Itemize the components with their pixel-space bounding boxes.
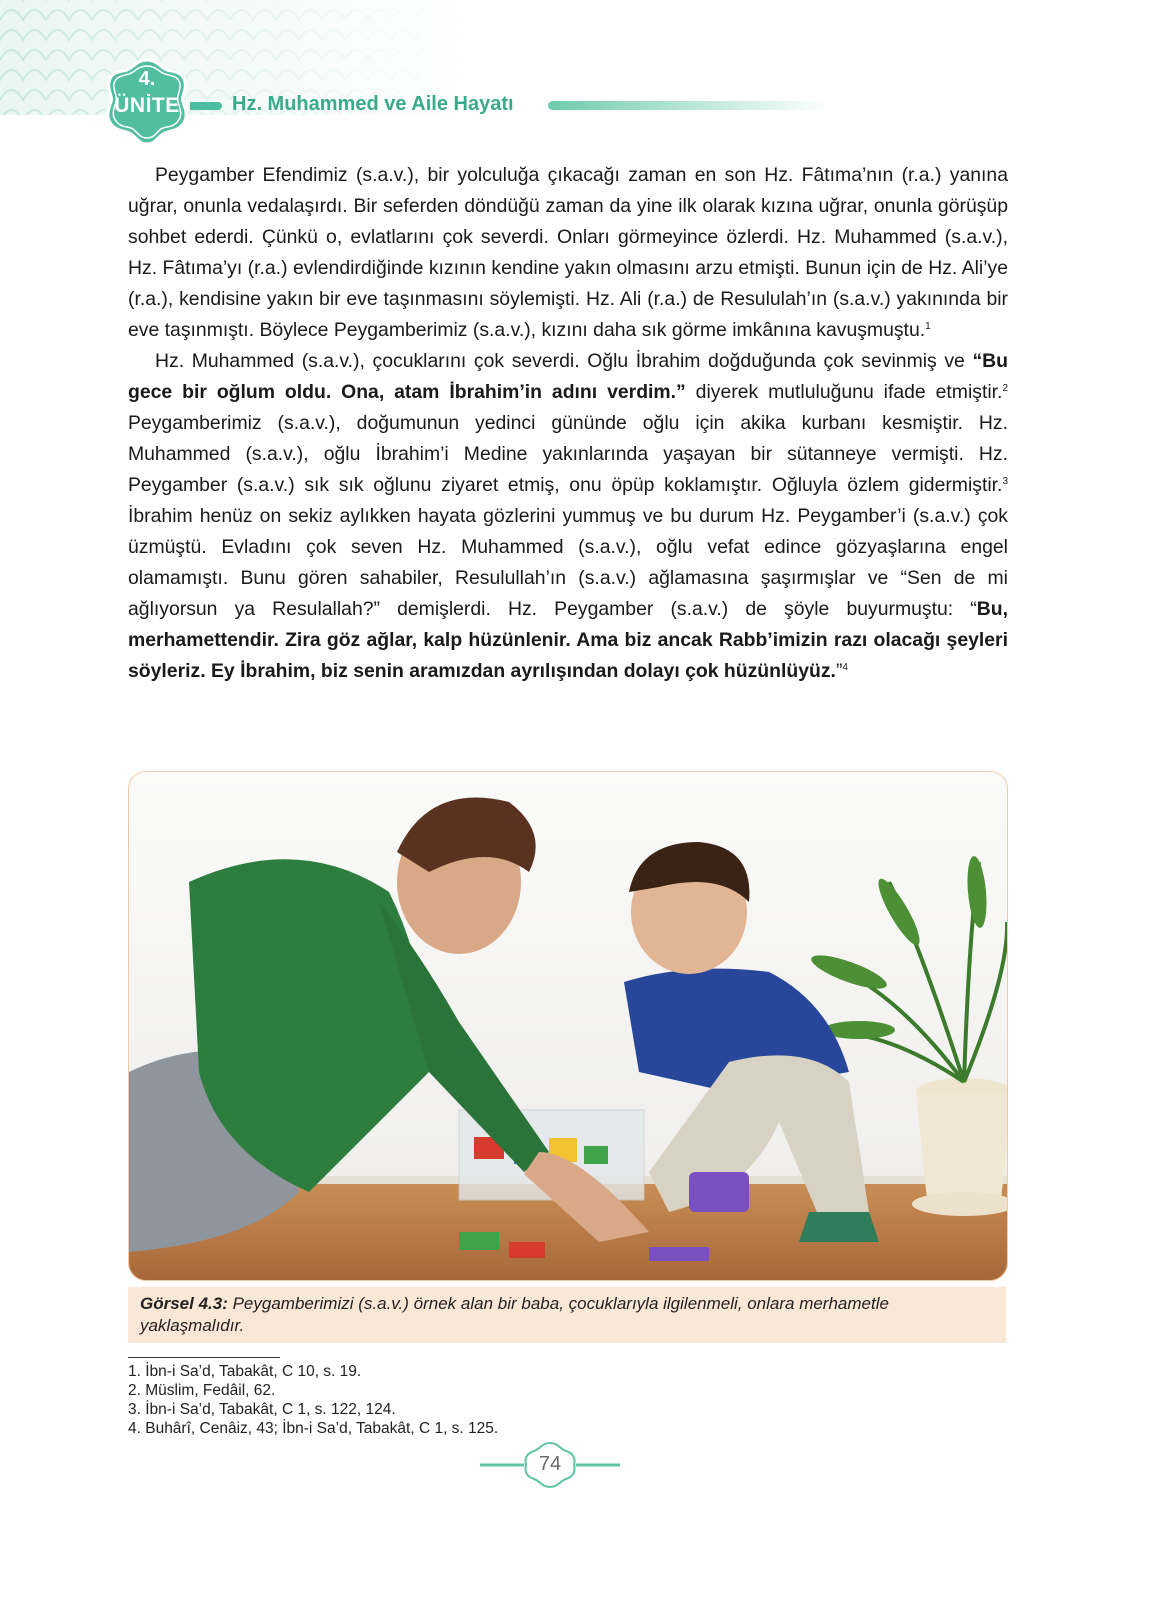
quote-1: “Bu gece bir oğlum oldu. Ona, atam İbrahim’in adını verdim.” xyxy=(128,350,1008,403)
page-number-badge xyxy=(480,1440,620,1488)
footnote-1: 1. İbn-i Sa’d, Tabakât, C 10, s. 19. xyxy=(128,1363,362,1380)
page-number: 74 xyxy=(538,1453,562,1475)
footnote-3: 3. İbn-i Sa’d, Tabakât, C 1, s. 122, 124. xyxy=(128,1401,396,1418)
caption-text: Peygamberimizi (s.a.v.) örnek alan bir baba, çocuklarıyla ilgilenmeli, onlara merhametle yaklaşmalıdır. xyxy=(140,1294,889,1335)
father-son-playing-image xyxy=(129,772,1007,1280)
footnote-ref-2: 2 xyxy=(1002,383,1008,394)
caption-label: Görsel 4.3: xyxy=(140,1294,228,1313)
footnotes xyxy=(128,1362,498,1438)
quote-2: Bu, merhamettendir. Zira göz ağlar, kalp hüzünlenir. Ama biz ancak Rabb’imizin razı olacağı şeyleri söyleriz. Ey İbrahim, biz senin aramızdan ayrılışından dolayı çok hüzünlüyüz. xyxy=(128,598,1008,682)
chapter-title: Hz. Muhammed ve Aile Hayatı xyxy=(232,93,514,115)
paragraph-1 xyxy=(128,160,1008,346)
figure-photo xyxy=(128,771,1008,1281)
paragraph-2-text-4: İbrahim henüz on sekiz aylıkken hayata gözlerini yummuş ve bu durum Hz. Peygamber’i (s.a.v.) çok üzmüştü. Evladını çok seven Hz. Muhammed (s.a.v.), oğlu vefat edince gözyaşlarına engel olamamıştı. Bunu gören sahabiler, Resulullah’ın (s.a.v.) ağlamasına şaşırmışlar ve “Sen de mi ağlıyorsun ya Resulallah?” demişlerdi. Hz. Peygamber (s.a.v.) de şöyle buyurmuştu: “ xyxy=(128,505,1008,620)
header-gradient-bar xyxy=(548,101,828,110)
paragraph-1-text: Peygamber Efendimiz (s.a.v.), bir yolculuğa çıkacağı zaman en son Hz. Fâtıma’nın (r.a.) yanına uğrar, onunla vedalaşırdı. Bir seferden döndüğü zaman da yine ilk olarak kızına uğrar, onunla görüşüp sohbet ederdi. Çünkü o, evlatlarını çok severdi. Onları görmeyince özlerdi. Hz. Muhammed (s.a.v.), Hz. Fâtıma’yı (r.a.) evlendirdiğinde kızının kendine yakın olmasını arzu etmişti. Bunun için de Hz. Ali’ye (r.a.), kendisine yakın bir eve taşınmasını söylemişti. Hz. Ali (r.a.) de Resululah’ın (s.a.v.) yakınında bir eve taşınmıştı. Böylece Peygamberimiz (s.a.v.), kızını daha sık görme imkânına kavuşmuştu. xyxy=(128,164,1008,341)
footnote-4: 4. Buhârî, Cenâiz, 43; İbn-i Sa’d, Tabakât, C 1, s. 125. xyxy=(128,1420,499,1437)
footnote-2: 2. Müslim, Fedâil, 62. xyxy=(128,1382,276,1399)
paragraph-2-text-2: diyerek mutluluğunu ifade etmiştir. xyxy=(685,381,1003,403)
unit-label: ÜNİTE xyxy=(114,94,180,117)
paragraph-2-text-5: ” xyxy=(835,660,843,682)
header-accent-line xyxy=(190,102,222,110)
unit-number: 4. xyxy=(138,68,156,90)
unit-badge xyxy=(103,58,191,146)
footnote-divider xyxy=(128,1357,280,1358)
footnote-ref-4: 4 xyxy=(842,662,848,673)
paragraph-2-text-1: Hz. Muhammed (s.a.v.), çocuklarını çok severdi. Oğlu İbrahim doğduğunda çok sevinmiş ve xyxy=(155,350,973,372)
footnote-ref-1: 1 xyxy=(925,321,931,332)
footnote-ref-3: 3 xyxy=(1002,476,1008,487)
paragraph-2-text-3: Peygamberimiz (s.a.v.), doğumunun yedinci gününde oğlu için akika kurbanı kesmiştir. Hz. Muhammed (s.a.v.), oğlu İbrahim’i Medine yakınlarında yaşayan bir sütanneye vermişti. Hz. Peygamber (s.a.v.) sık sık oğlunu ziyaret etmiş, onu öpüp koklamıştır. Oğluyla özlem gidermiştir. xyxy=(128,412,1008,496)
paragraph-2 xyxy=(128,346,1008,687)
body-text xyxy=(128,160,1008,687)
figure-caption xyxy=(128,1287,1006,1343)
